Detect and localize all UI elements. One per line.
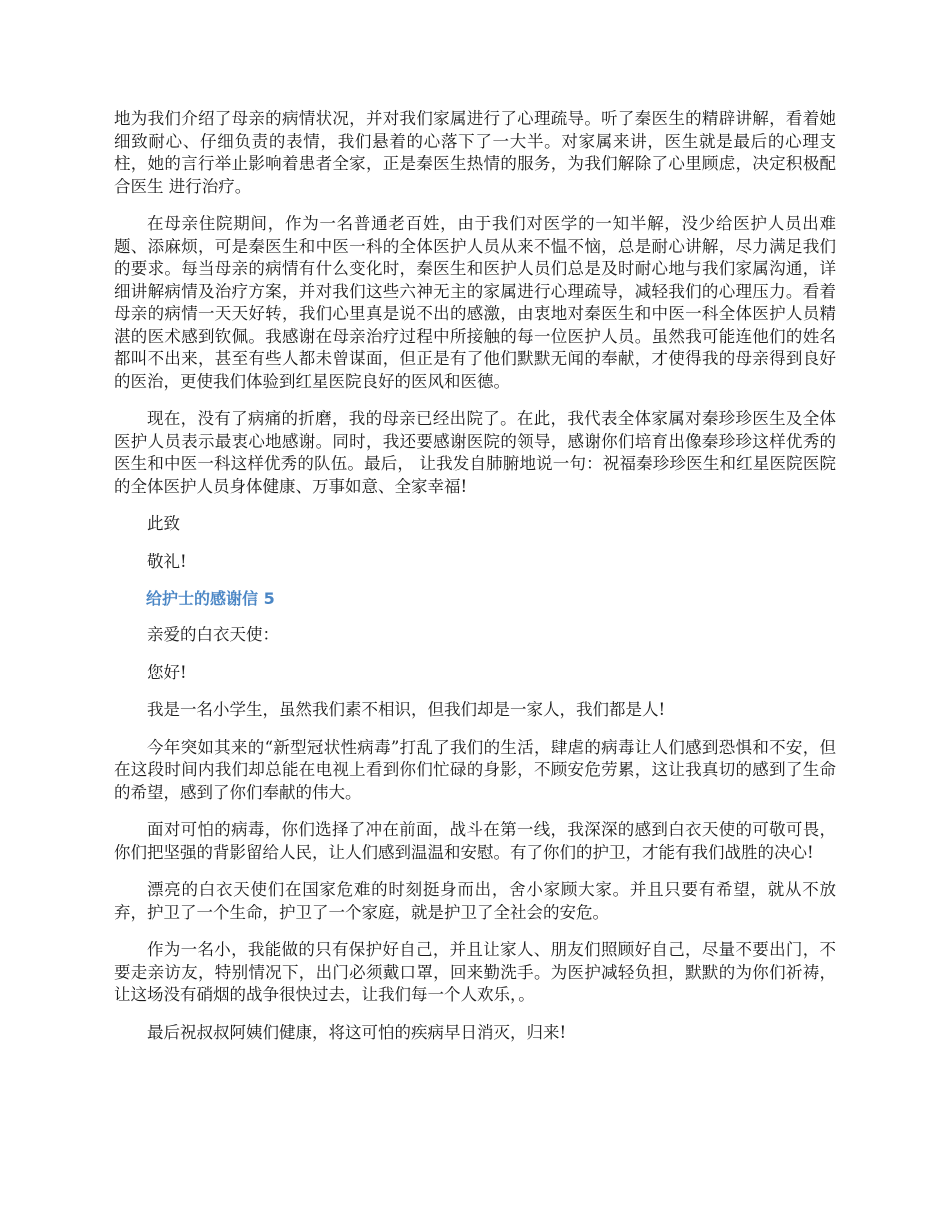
letter-paragraph: 面对可怕的病毒，你们选择了冲在前面，战斗在第一线，我深深的感到白衣天使的可敬可畏，你们把坚强的背影留给人民，让人们感到温温和安慰。有了你们的护卫，才能有我们战胜的决心! — [114, 820, 836, 862]
letter-paragraph: 今年突如其来的“新型冠状性病毒”打乱了我们的生活，肆虐的病毒让人们感到恐惧和不安，但在这段时间内我们却总能在电视上看到你们忙碌的身影，不顾安危劳累，这让我真切的感到了生命的希望，感到了你们奉献的伟大。 — [114, 737, 836, 802]
salutation: 亲爱的白衣天使： — [147, 625, 279, 644]
paragraph-continued: 地为我们介绍了母亲的病情状况，并对我们家属进行了心理疏导。听了秦医生的精辟讲解，看着她细致耐心、仔细负责的表情，我们悬着的心落下了一大半。对家属来讲，医生就是最后的心理支柱，她的言行举止影响着患者全家，正是秦医生热情的服务，为我们解除了心里顾虑，决定积极配合医生 进行治疗。 — [114, 109, 836, 196]
letter-paragraph: 作为一名小，我能做的只有保护好自己，并且让家人、朋友们照顾好自己，尽量不要出门，不要走亲访友，特别情况下，出门必须戴口罩，回来勤洗手。为医护减轻负担，默默的为你们祈祷，让这场没有硝烟的战争很快过去，让我们每一个人欢乐，。 — [114, 940, 836, 1004]
greeting: 您好! — [147, 662, 187, 682]
paragraph-hospital-stay: 在母亲住院期间，作为一名普通老百姓，由于我们对医学的一知半解，没少给医护人员出难题、添麻烦，可是秦医生和中医一科的全体医护人员从来不愠不恼，总是耐心讲解，尽力满足我们的要求。每当母亲的病情有什么变化时，秦医生和医护人员们总是及时耐心地与我们家属沟通，详细讲解病情及治疗方案，并对我们这些六神无主的家属进行心理疏导，减轻我们的心理压力。看着母亲的病情一天天好转，我们心里真是说不出的感激，由衷地对秦医生和中医一科全体医护人员精湛的医术感到钦佩。我感谢在母亲治疗过程中所接触的每一位医护人员。虽然我可能连他们的姓名都叫不出来，甚至有些人都未曾谋面，但正是有了他们默默无闻的奉献，才使得我的母亲得到良好的医治，更使我们体验到红星医院良好的医风和医德。 — [114, 214, 836, 391]
letter-paragraph: 最后祝叔叔阿姨们健康，将这可怕的疾病早日消灭，归来! — [147, 1022, 567, 1042]
letter-paragraph: 我是一名小学生，虽然我们素不相识，但我们却是一家人，我们都是人! — [147, 700, 666, 719]
document-page — [114, 108, 836, 1059]
section-title: 给护士的感谢信 5 — [146, 589, 275, 608]
paragraph-discharge-thanks: 现在，没有了病痛的折磨，我的母亲已经出院了。在此，我代表全体家属对秦珍珍医生及全体医护人员表示最衷心地感谢。同时，我还要感谢医院的领导，感谢你们培育出像秦珍珍这样优秀的医生和中医一科这样优秀的队伍。最后， 让我发自肺腑地说一句：祝福秦珍珍医生和红星医院医院的全体医护人员身体健康、万事如意、全家幸福! — [114, 409, 836, 496]
closing-cizhi: 此致 — [147, 514, 180, 533]
letter-paragraph: 漂亮的白衣天使们在国家危难的时刻挺身而出，舍小家顾大家。并且只要有希望，就从不放弃，护卫了一个生命，护卫了一个家庭，就是护卫了全社会的安危。 — [114, 880, 836, 922]
closing-jingli: 敬礼! — [147, 551, 187, 571]
